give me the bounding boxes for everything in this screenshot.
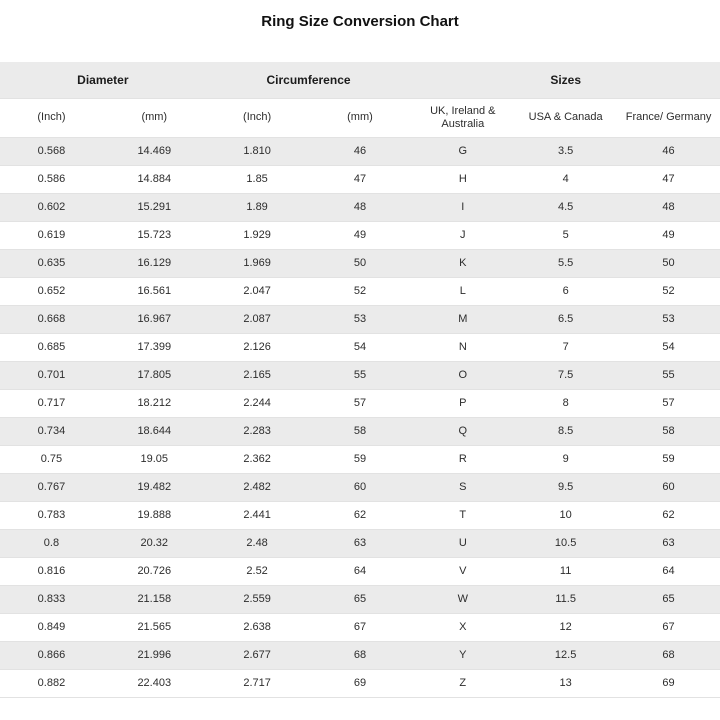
table-cell: 59 [662, 453, 675, 465]
table-cell: K [459, 257, 467, 269]
table-cell: 2.677 [243, 649, 271, 661]
table-cell: 6.5 [557, 313, 574, 325]
table-row [0, 249, 720, 277]
table-cell: 8 [562, 397, 569, 409]
table-cell: 15.723 [137, 229, 172, 241]
table-cell: 21.996 [137, 649, 172, 661]
table-cell: 10.5 [554, 537, 577, 549]
table-cell: 65 [662, 593, 675, 605]
ring-size-chart-page [0, 14, 720, 720]
table-cell: 1.969 [243, 257, 271, 269]
table-header [0, 62, 720, 137]
table-cell: 46 [662, 145, 675, 157]
table-row [0, 557, 720, 585]
table-cell: 0.866 [37, 649, 66, 661]
table-cell: 64 [662, 565, 675, 577]
table-cell: 9 [562, 453, 569, 465]
table-row [0, 277, 720, 305]
table-cell: 21.565 [137, 621, 172, 633]
table-cell: 0.635 [37, 257, 66, 269]
table-cell: 50 [353, 257, 367, 269]
table-cell: 57 [353, 397, 367, 409]
table-cell: 2.362 [243, 453, 271, 465]
ring-size-conversion-table [0, 62, 720, 698]
table-cell: 0.668 [37, 313, 66, 325]
table-cell: 16.967 [137, 313, 172, 325]
table-cell: 2.283 [243, 425, 271, 437]
table-cell: 63 [353, 537, 367, 549]
table-row [0, 641, 720, 669]
table-cell: 0.75 [40, 453, 63, 465]
table-cell: 7.5 [557, 369, 574, 381]
table-cell: H [458, 173, 467, 185]
table-row [0, 417, 720, 445]
table-cell: 50 [662, 257, 675, 269]
table-cell: 62 [353, 509, 367, 521]
table-cell: 1.810 [243, 145, 271, 157]
table-cell: I [461, 201, 465, 213]
table-cell: 48 [353, 201, 367, 213]
table-cell: J [460, 229, 466, 241]
table-cell: 2.244 [243, 397, 271, 409]
table-cell: 0.685 [37, 341, 66, 353]
table-cell: 54 [662, 341, 675, 353]
table-cell: 12 [559, 621, 572, 633]
table-cell: 2.638 [243, 621, 271, 633]
table-cell: 62 [662, 509, 675, 521]
column-header-row [0, 98, 720, 137]
column-header-1: (mm) [103, 98, 206, 137]
table-cell: 0.602 [37, 201, 66, 213]
table-cell: 0.619 [37, 229, 66, 241]
table-cell: 22.403 [137, 677, 172, 689]
table-cell: 2.165 [243, 369, 271, 381]
table-cell: 5 [562, 229, 569, 241]
table-cell: 63 [662, 537, 675, 549]
table-cell: 4.5 [557, 201, 574, 213]
table-cell: O [458, 369, 468, 381]
column-header-2: (Inch) [206, 98, 309, 137]
table-cell: 0.767 [37, 481, 66, 493]
table-cell: 2.087 [243, 313, 271, 325]
table-cell: 0.783 [37, 509, 66, 521]
table-cell: 18.644 [137, 425, 172, 437]
table-row [0, 445, 720, 473]
table-cell: 0.568 [37, 145, 66, 157]
table-cell: W [457, 593, 468, 605]
table-cell: 5.5 [557, 257, 574, 269]
table-cell: 68 [353, 649, 367, 661]
table-cell: L [459, 285, 466, 297]
table-row [0, 473, 720, 501]
column-group-diameter: Diameter [0, 62, 206, 98]
table-cell: 17.399 [137, 341, 172, 353]
table-cell: 52 [353, 285, 367, 297]
table-cell: 14.884 [137, 173, 172, 185]
table-cell: R [458, 453, 467, 465]
table-cell: 19.888 [137, 509, 172, 521]
table-cell: T [459, 509, 467, 521]
table-cell: 48 [662, 201, 675, 213]
table-cell: 19.482 [137, 481, 172, 493]
table-cell: 55 [662, 369, 675, 381]
table-cell: 69 [662, 677, 675, 689]
table-cell: 2.482 [243, 481, 271, 493]
table-cell: 64 [353, 565, 367, 577]
table-cell: 8.5 [557, 425, 574, 437]
column-header-4: UK, Ireland & Australia [411, 98, 514, 137]
column-header-0: (Inch) [0, 98, 103, 137]
table-cell: 47 [662, 173, 675, 185]
table-cell: 0.734 [37, 425, 66, 437]
table-row [0, 669, 720, 697]
table-cell: 49 [662, 229, 675, 241]
table-row [0, 165, 720, 193]
table-cell: 53 [353, 313, 367, 325]
table-cell: 58 [662, 425, 675, 437]
table-row [0, 333, 720, 361]
table-cell: 1.85 [246, 173, 268, 185]
table-cell: 2.441 [243, 509, 271, 521]
table-cell: 0.849 [37, 621, 66, 633]
table-cell: 2.717 [243, 677, 271, 689]
table-cell: 2.559 [243, 593, 271, 605]
table-cell: P [459, 397, 467, 409]
table-cell: G [458, 145, 468, 157]
table-cell: 52 [662, 285, 675, 297]
table-cell: 10 [559, 509, 572, 521]
table-row [0, 305, 720, 333]
table-cell: 11 [559, 565, 572, 577]
table-row [0, 137, 720, 165]
table-cell: 17.805 [137, 369, 172, 381]
table-cell: N [458, 341, 467, 353]
table-cell: 19.05 [140, 453, 169, 465]
table-cell: 0.816 [37, 565, 66, 577]
table-cell: 2.48 [246, 537, 268, 549]
table-cell: 68 [662, 649, 675, 661]
table-cell: 65 [353, 593, 367, 605]
table-cell: 0.652 [37, 285, 66, 297]
table-cell: 53 [662, 313, 675, 325]
table-cell: 7 [562, 341, 569, 353]
table-cell: 2.126 [243, 341, 271, 353]
table-cell: 20.726 [137, 565, 172, 577]
table-cell: V [459, 565, 467, 577]
table-cell: 2.52 [246, 565, 268, 577]
table-row [0, 501, 720, 529]
table-cell: 67 [662, 621, 675, 633]
table-cell: 18.212 [137, 397, 172, 409]
table-row [0, 613, 720, 641]
table-cell: Q [458, 425, 468, 437]
column-group-sizes: Sizes [411, 62, 720, 98]
table-row [0, 585, 720, 613]
column-header-5: USA & Canada [514, 98, 617, 137]
column-group-circumference: Circumference [206, 62, 412, 98]
table-cell: 55 [353, 369, 367, 381]
table-cell: 0.701 [37, 369, 66, 381]
table-cell: 0.8 [43, 537, 60, 549]
table-cell: 16.129 [137, 257, 172, 269]
table-cell: 58 [353, 425, 367, 437]
column-header-3: (mm) [309, 98, 412, 137]
table-cell: 9.5 [557, 481, 574, 493]
table-cell: 16.561 [137, 285, 172, 297]
table-row [0, 361, 720, 389]
table-cell: 69 [353, 677, 367, 689]
table-cell: 1.89 [246, 201, 268, 213]
table-cell: X [459, 621, 467, 633]
table-cell: Y [459, 649, 467, 661]
table-cell: 60 [662, 481, 675, 493]
table-cell: 47 [353, 173, 367, 185]
table-cell: 4 [562, 173, 569, 185]
table-cell: 15.291 [137, 201, 172, 213]
table-cell: 12.5 [554, 649, 577, 661]
table-cell: 2.047 [243, 285, 271, 297]
table-cell: 57 [662, 397, 675, 409]
page-title: Ring Size Conversion Chart [261, 13, 459, 30]
table-cell: 11.5 [555, 593, 576, 605]
table-cell: 20.32 [140, 537, 169, 549]
table-cell: U [458, 537, 467, 549]
table-cell: 13 [559, 677, 572, 689]
table-cell: 67 [353, 621, 367, 633]
table-body [0, 137, 720, 697]
column-header-6: France/ Germany [617, 98, 720, 137]
table-cell: 0.717 [37, 397, 66, 409]
table-row [0, 221, 720, 249]
table-row [0, 529, 720, 557]
table-cell: 3.5 [557, 145, 574, 157]
table-cell: 14.469 [137, 145, 172, 157]
table-cell: M [458, 313, 468, 325]
table-cell: 59 [353, 453, 367, 465]
table-cell: S [459, 481, 467, 493]
table-cell: 6 [562, 285, 569, 297]
column-group-row [0, 62, 720, 98]
table-row [0, 389, 720, 417]
table-cell: 0.586 [37, 173, 66, 185]
table-cell: 46 [353, 145, 367, 157]
table-row [0, 193, 720, 221]
table-cell: Z [459, 677, 467, 689]
table-cell: 21.158 [137, 593, 172, 605]
table-cell: 0.833 [37, 593, 66, 605]
table-cell: 1.929 [243, 229, 271, 241]
table-cell: 54 [353, 341, 367, 353]
table-cell: 0.882 [37, 677, 66, 689]
table-cell: 60 [353, 481, 367, 493]
table-cell: 49 [353, 229, 367, 241]
